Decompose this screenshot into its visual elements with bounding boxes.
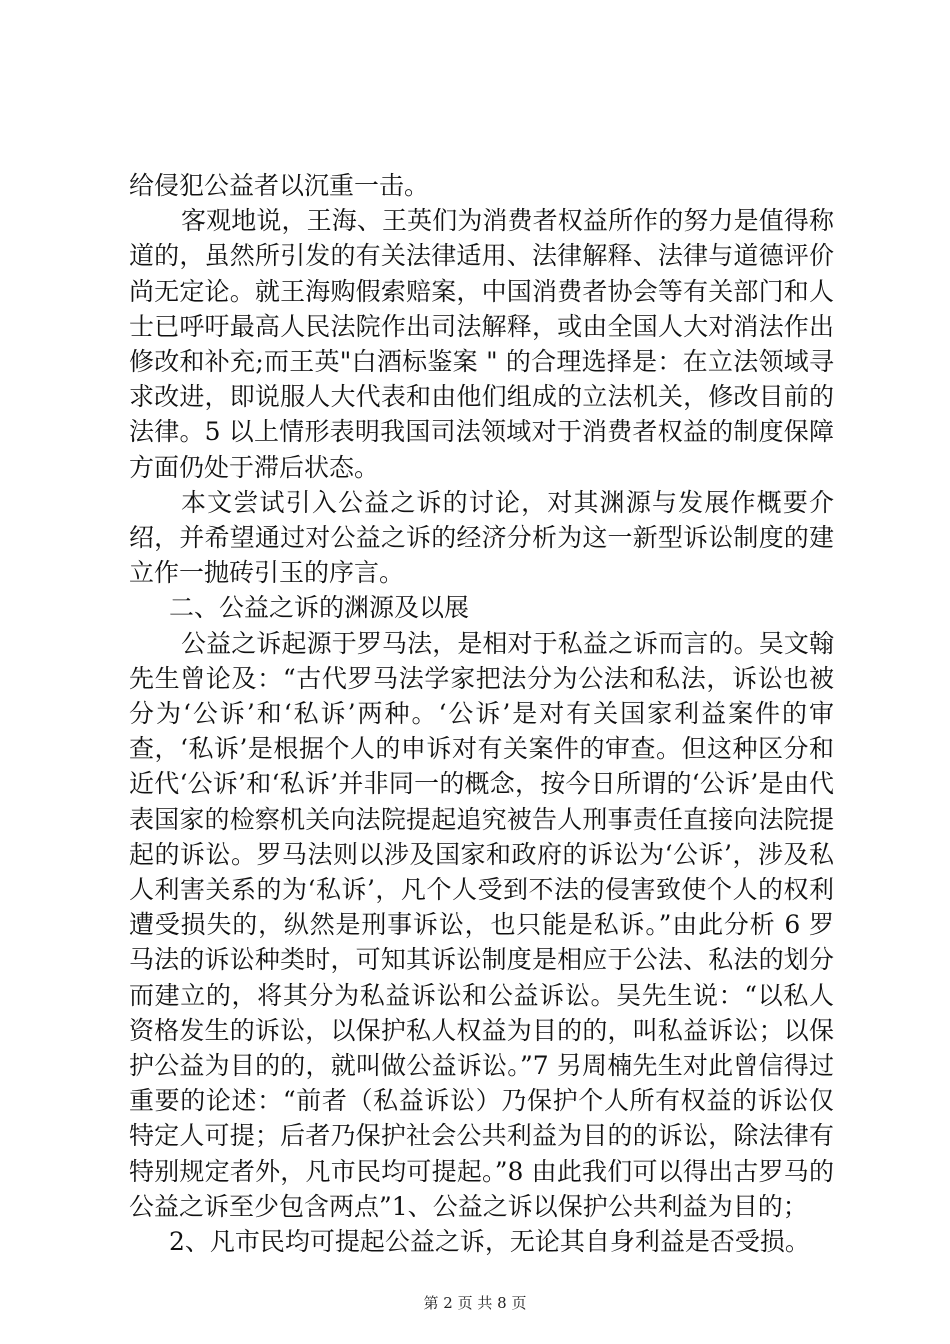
paragraph-point-two: 2、凡市民均可提起公益之诉，无论其自身利益是否受损。	[169, 1227, 810, 1257]
section-heading: 二、公益之诉的渊源及以展	[169, 593, 470, 623]
paragraph-origin-roman-law: 公益之诉起源于罗马法，是相对于私益之诉而言的。吴文翰先生曾论及：“古代罗马法学家把法分为公法和私法，诉讼也被分为‘公诉’和‘私诉’两种。‘公诉’是对有关国家利益案件的审查，‘私诉’是根据个人的申诉对有关案件的审查。但这种区分和近代‘公诉’和‘私诉’并非同一的概念，按今日所谓的‘公诉’是由代表国家的检察机关向法院提起追究被告人刑事责任直接向法院提起的诉讼。罗马法则以涉及国家和政府的诉讼为‘公诉’，涉及私人利害关系的为‘私诉’，凡个人受到不法的侵害致使个人的权利遭受损失的，纵然是刑事诉讼，也只能是私诉。”由此分析 6 罗马法的诉讼种类时，可知其诉讼制度是相应于公法、私法的划分而建立的，将其分为私益诉讼和公益诉讼。吴先生说：“以私人资格发生的诉讼，以保护私人权益为目的的，叫私益诉讼；以保护公益为目的的，就叫做公益诉讼。”7 另周楠先生对此曾信得过重要的论述：“前者（私益诉讼）乃保护个人所有权益的诉讼仅特定人可提；后者乃保护社会公共利益为目的的诉讼，除法律有特别规定者外，凡市民均可提起。”8 由此我们可以得出古罗马的公益之诉至少包含两点”1、公益之诉以保护公共利益为目的；	[129, 628, 834, 1221]
paragraph-objective-view: 客观地说，王海、王英们为消费者权益所作的努力是值得称道的，虽然所引发的有关法律适用、法律解释、法律与道德评价尚无定论。就王海购假索赔案，中国消费者协会等有关部门和人士已呼吁最高人民法院作出司法解释，或由全国人大对消法作出修改和补充;而王英"白酒标鉴案 " 的合理选择是：在立法领域寻求改进，即说服人大代表和由他们组成的立法机关，修改目前的法律。5 以上情形表明我国司法领域对于消费者权益的制度保障方面仍处于滞后状态。	[129, 206, 834, 482]
paragraph-article-intro: 本文尝试引入公益之诉的讨论，对其渊源与发展作概要介绍，并希望通过对公益之诉的经济分析为这一新型诉讼制度的建立作一抛砖引玉的序言。	[129, 487, 834, 588]
page-footer: 第 2 页 共 8 页	[423, 1294, 527, 1312]
paragraph-continuation: 给侵犯公益者以沉重一击。	[129, 171, 430, 200]
document-body	[129, 168, 834, 1259]
